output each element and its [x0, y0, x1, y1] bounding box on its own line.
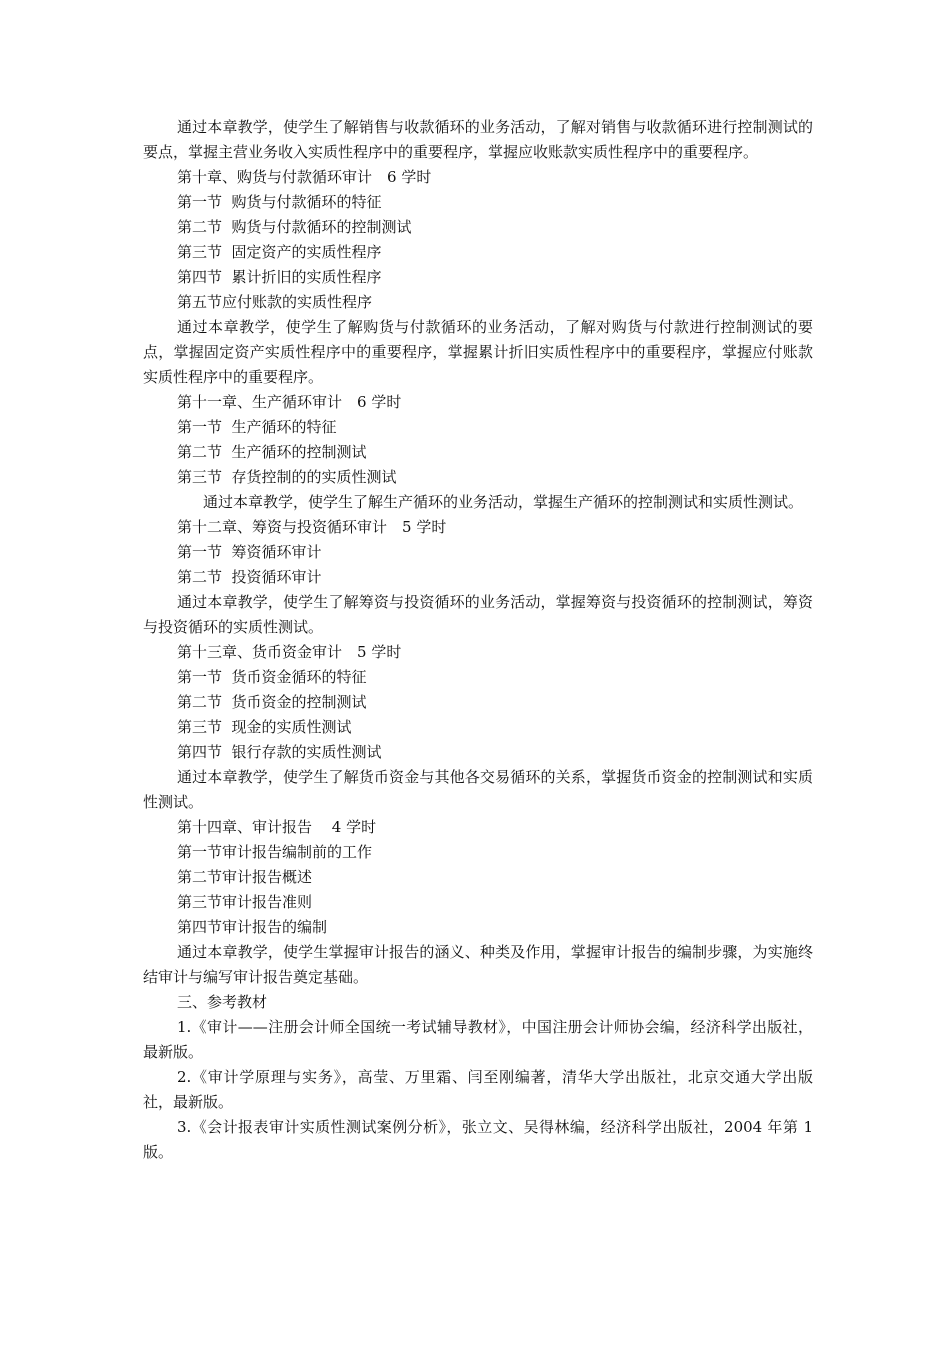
section-item: 第三节 现金的实质性测试 [177, 718, 352, 736]
section-item: 第四节 银行存款的实质性测试 [177, 743, 382, 761]
section-item: 第二节 投资循环审计 [177, 568, 322, 586]
section-item: 第四节审计报告的编制 [177, 918, 328, 936]
section-item: 第二节审计报告概述 [177, 868, 313, 886]
paragraph-chapter11-summary: 通过本章教学，使学生了解生产循环的业务活动，掌握生产循环的控制测试和实质性测试。 [203, 493, 804, 511]
paragraph-chapter9-summary: 通过本章教学，使学生了解销售与收款循环的业务活动，了解对销售与收款循环进行控制测试的要点，掌握主营业务收入实质性程序中的重要程序，掌握应收账款实质性程序中的重要程序。 [143, 118, 813, 161]
section-item: 第五节应付账款的实质性程序 [177, 293, 373, 311]
reference-item: 1.《审计——注册会计师全国统一考试辅导教材》，中国注册会计师协会编，经济科学出版社，最新版。 [143, 1018, 813, 1061]
section-item: 第一节 货币资金循环的特征 [177, 668, 367, 686]
section-item: 第二节 购货与付款循环的控制测试 [177, 218, 412, 236]
section-item: 第二节 生产循环的控制测试 [177, 443, 367, 461]
section-item: 第二节 货币资金的控制测试 [177, 693, 367, 711]
chapter-heading-12: 第十二章、筹资与投资循环审计 5 学时 [177, 518, 447, 536]
paragraph-chapter14-summary: 通过本章教学，使学生掌握审计报告的涵义、种类及作用，掌握审计报告的编制步骤，为实施终结审计与编写审计报告奠定基础。 [143, 943, 813, 986]
section-item: 第一节 购货与付款循环的特征 [177, 193, 382, 211]
chapter-heading-11: 第十一章、生产循环审计 6 学时 [177, 393, 402, 411]
paragraph-chapter10-summary: 通过本章教学，使学生了解购货与付款循环的业务活动，了解对购货与付款进行控制测试的要点，掌握固定资产实质性程序中的重要程序，掌握累计折旧实质性程序中的重要程序，掌握应付账款实质性程序中的重要程序。 [143, 318, 813, 386]
reference-item: 2.《审计学原理与实务》，高莹、万里霜、闫至刚编著，清华大学出版社，北京交通大学出版社，最新版。 [143, 1068, 813, 1111]
section-item: 第三节审计报告准则 [177, 893, 313, 911]
paragraph-chapter13-summary: 通过本章教学，使学生了解货币资金与其他各交易循环的关系，掌握货币资金的控制测试和实质性测试。 [143, 768, 813, 811]
section-item: 第一节 生产循环的特征 [177, 418, 337, 436]
document-body [143, 115, 813, 1165]
chapter-heading-14: 第十四章、审计报告 4 学时 [177, 818, 377, 836]
reference-item: 3.《会计报表审计实质性测试案例分析》，张立文、吴得林编，经济科学出版社，2004 年第 1 版。 [143, 1118, 813, 1161]
chapter-heading-10: 第十章、购货与付款循环审计 6 学时 [177, 168, 432, 186]
chapter-heading-13: 第十三章、货币资金审计 5 学时 [177, 643, 402, 661]
paragraph-chapter12-summary: 通过本章教学，使学生了解筹资与投资循环的业务活动，掌握筹资与投资循环的控制测试，筹资与投资循环的实质性测试。 [143, 593, 813, 636]
section-item: 第四节 累计折旧的实质性程序 [177, 268, 382, 286]
references-heading: 三、参考教材 [177, 993, 268, 1011]
section-item: 第一节 筹资循环审计 [177, 543, 322, 561]
section-item: 第三节 固定资产的实质性程序 [177, 243, 382, 261]
section-item: 第一节审计报告编制前的工作 [177, 843, 373, 861]
section-item: 第三节 存货控制的的实质性测试 [177, 468, 397, 486]
